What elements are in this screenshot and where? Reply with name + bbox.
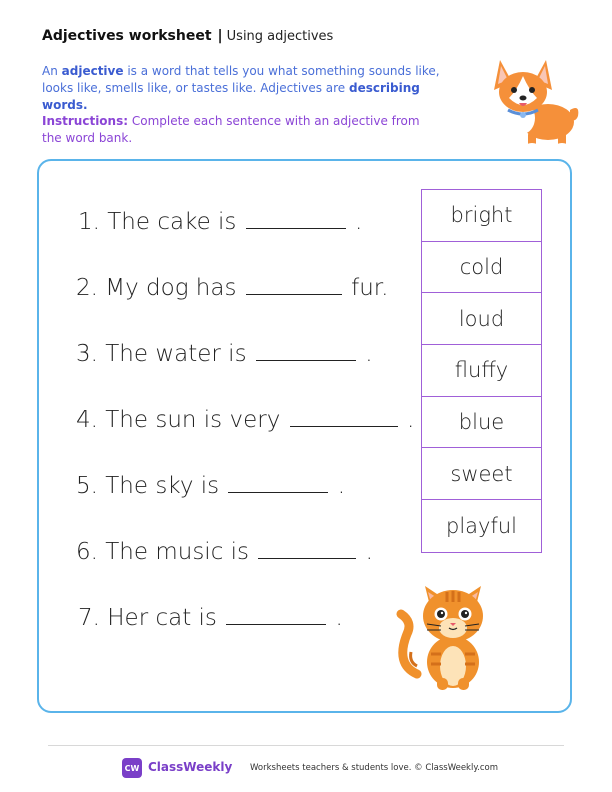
word-bank [421, 189, 542, 553]
sentence-end: . [365, 539, 373, 565]
sentence-6 [76, 538, 373, 565]
answer-blank[interactable] [228, 472, 328, 493]
answer-blank[interactable] [246, 274, 342, 295]
sentence-text: 5. The sky is [76, 473, 220, 499]
brand-name: ClassWeekly [148, 760, 233, 774]
sentence-end: fur. [351, 275, 389, 301]
word-bank-item: fluffy [422, 345, 541, 397]
intro-text-1: An [42, 64, 62, 78]
sentence-end: . [355, 209, 363, 235]
word-bank-item: playful [446, 513, 517, 538]
sentence-text: 6. The music is [76, 539, 250, 565]
word-bank-item: sweet [422, 448, 541, 500]
intro-paragraph [42, 63, 462, 114]
word-bank-item: cold [422, 242, 541, 294]
sentence-5 [76, 472, 345, 499]
sentence-text: 4. The sun is very [76, 407, 281, 433]
sentence-end: . [337, 473, 346, 499]
sentence-end: . [365, 341, 373, 367]
intro-bold-describing: describing words. [42, 81, 420, 112]
sentence-text: 2. My dog has [76, 275, 237, 301]
sentence-text: 1. The cake is [78, 209, 237, 235]
sentence-2 [76, 274, 388, 301]
instructions-label: Instructions: [42, 114, 129, 128]
sentence-7 [78, 604, 343, 631]
answer-blank[interactable] [258, 538, 356, 559]
answer-blank[interactable] [226, 604, 326, 625]
instructions-text: Complete each sentence with an adjective from the word bank. [42, 114, 420, 145]
worksheet-title: Adjectives worksheet [42, 28, 212, 44]
word-bank-item: bright [422, 190, 541, 242]
intro-text-2: is a word that tells you what something sounds like, looks like, smells like, or tastes like. Adjectives are [42, 64, 440, 95]
answer-blank[interactable] [290, 406, 398, 427]
worksheet-subtitle: Using adjectives [226, 29, 334, 44]
sentence-3 [76, 340, 373, 367]
intro-bold-adjective: adjective [61, 64, 124, 78]
sentence-end: . [406, 407, 415, 433]
footer [0, 758, 612, 780]
classweekly-logo-icon: CW [122, 758, 142, 778]
sentence-text: 3. The water is [76, 341, 247, 367]
instructions [42, 113, 422, 147]
worksheet-header [42, 28, 333, 44]
footer-tagline: Worksheets teachers & students love. © ClassWeekly.com [250, 763, 499, 773]
answer-blank[interactable] [246, 208, 346, 229]
sentence-1 [78, 208, 362, 235]
sentence-4 [76, 406, 414, 433]
footer-divider [48, 745, 564, 746]
sentence-text: 7. Her cat is [78, 605, 217, 631]
orange-cat-illustration [395, 574, 505, 692]
word-bank-item: loud [422, 293, 541, 345]
answer-blank[interactable] [256, 340, 356, 361]
sentence-end: . [335, 605, 343, 631]
title-separator: | [217, 28, 223, 44]
word-bank-item: blue [422, 397, 541, 449]
corgi-dog-illustration [488, 52, 580, 152]
